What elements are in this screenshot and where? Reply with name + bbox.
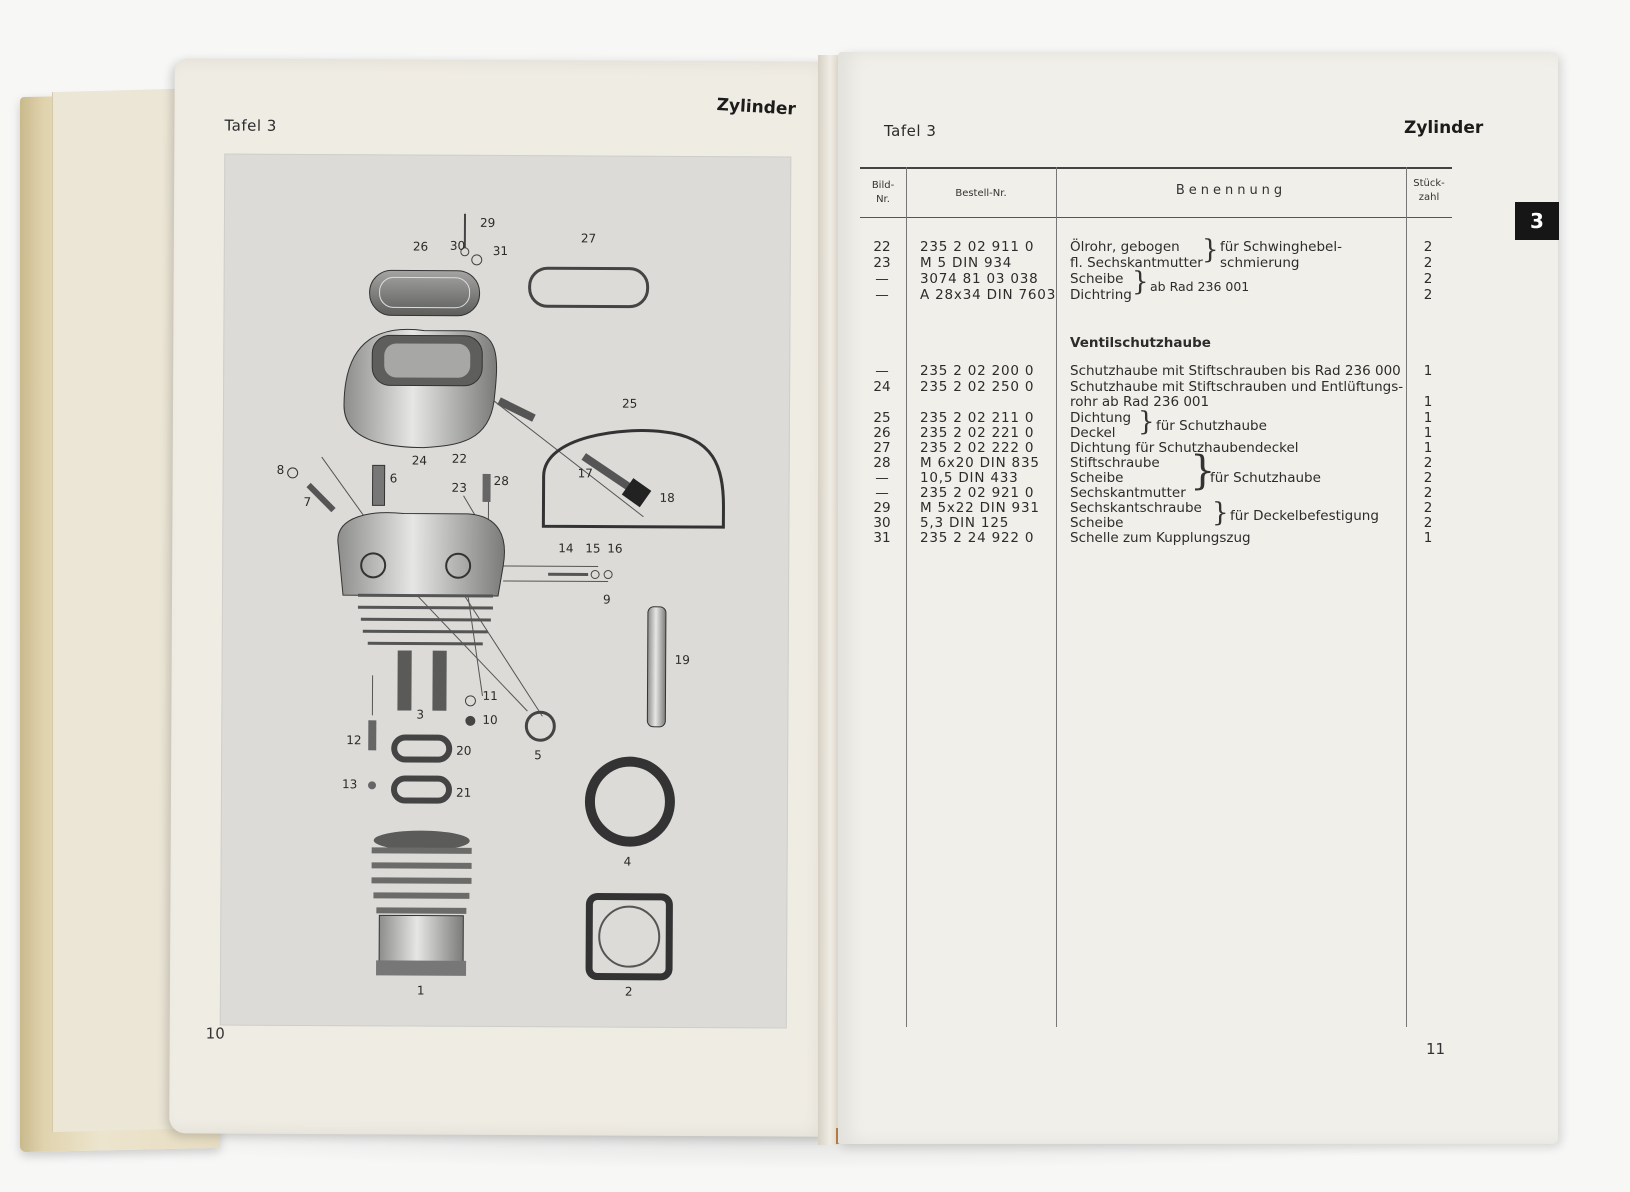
table-row-name: Sechskantschraube [1070,500,1202,516]
table-row-qty: 1 [1423,425,1433,441]
group-brace: } [1138,407,1155,437]
table-row-qty: 2 [1423,239,1433,255]
table-row-order: 235 2 02 200 0 [920,363,1035,379]
callout-20: 20 [456,743,472,758]
table-row-name: Stiftschraube [1070,455,1160,471]
table-row-nr: 24 [873,379,891,395]
column-divider [906,167,907,1027]
table-row-qty: 2 [1423,287,1433,303]
callout-5: 5 [534,748,542,763]
table-row-order: 235 2 02 921 0 [920,485,1035,501]
table-row-order: 235 2 02 911 0 [920,239,1035,255]
callout-17: 17 [577,466,593,481]
table-row-name: Ölrohr, gebogen [1070,239,1180,255]
callout-27: 27 [580,231,597,246]
callout-6: 6 [389,471,398,486]
header-stueckzahl: Stück- zahl [1413,178,1445,203]
table-row-order: M 5x22 DIN 931 [920,500,1040,516]
table-row-qty: 2 [1423,271,1433,287]
callout-9: 9 [602,592,611,607]
table-row-order: A 28x34 DIN 7603 [920,287,1057,303]
table-row-name: Sechskantmutter [1070,485,1186,501]
group-note: schmierung [1220,255,1300,271]
callout-23: 23 [451,480,467,495]
group-note: ab Rad 236 001 [1150,279,1250,294]
table-row-nr: 27 [873,440,891,456]
header-bild-nr: Bild- Nr. [871,180,895,205]
callout-12: 12 [346,733,362,748]
table-row-order: 235 2 02 250 0 [920,379,1035,395]
table-row-nr: 23 [873,255,891,271]
callout-3: 3 [416,707,425,722]
table-row-order: 10,5 DIN 433 [920,470,1019,486]
table-row-nr: 29 [873,500,891,516]
callout-15: 15 [585,541,601,556]
page-number: 11 [1426,1040,1446,1058]
table-row-qty: 2 [1423,515,1433,531]
table-row-name: Scheibe [1070,515,1124,531]
table-row-nr: — [875,287,889,303]
callout-14: 14 [558,541,574,556]
group-brace: } [1132,267,1149,297]
header-benennung: Benennung [1175,183,1287,198]
group-note: für Schutzhaube [1210,470,1321,486]
table-row-nr: — [875,485,889,501]
table-row-qty: 1 [1423,363,1433,379]
table-row-qty: 1 [1423,394,1433,410]
callout-30: 30 [449,238,466,253]
table-row-nr: 31 [873,530,891,546]
right-page [838,52,1558,1144]
table-row-order: 5,3 DIN 125 [920,515,1010,531]
page-label: Tafel 3 [224,116,277,135]
callout-21: 21 [455,785,472,800]
callout-26: 26 [412,239,429,254]
table-row-nr: 26 [873,425,891,441]
table-row-qty: 2 [1423,255,1433,271]
callout-8: 8 [276,462,285,477]
table-row-nr: 25 [873,410,891,426]
callout-10: 10 [482,712,498,727]
header-bestell-nr: Bestell-Nr. [955,188,1007,199]
parts-table [860,167,1452,1067]
callout-22: 22 [451,451,468,466]
table-row-order: 235 2 02 211 0 [920,410,1035,426]
callout-13: 13 [341,777,358,792]
table-row-name: Deckel [1070,425,1116,441]
callout-19: 19 [674,652,690,667]
table-row-order: 235 2 02 221 0 [920,425,1035,441]
page-number: 10 [205,1024,225,1043]
callout-24: 24 [411,453,428,468]
table-row-name: Dichtung für Schutzhaubendeckel [1070,440,1299,456]
page-label: Tafel 3 [884,122,937,140]
table-row-order: 235 2 02 222 0 [920,440,1035,456]
table-row-order: 3074 81 03 038 [920,271,1039,287]
table-row-order: 235 2 24 922 0 [920,530,1035,546]
table-row-qty: 2 [1423,455,1433,471]
callout-11: 11 [482,688,498,703]
table-row-qty: 1 [1423,440,1433,456]
table-row-name: Dichtung [1070,410,1132,426]
cylinder-exploded-drawing [221,155,791,1028]
callout-2: 2 [624,984,633,999]
table-row-name: Dichtring [1070,287,1132,303]
table-row-name: fl. Sechskantmutter [1070,255,1203,271]
callout-18: 18 [659,490,675,505]
group-note: für Schutzhaube [1156,418,1267,434]
callout-28: 28 [493,473,509,489]
table-row-order: M 5 DIN 934 [920,255,1013,271]
table-row-nr: — [875,271,889,287]
table-row-name: Schutzhaube mit Stiftschrauben und Entlüftungs- [1070,379,1404,395]
table-row-nr: 30 [873,515,891,531]
table-row-qty: 1 [1423,530,1433,546]
table-row-nr: — [875,363,889,379]
group-note: für Deckelbefestigung [1230,508,1379,524]
callout-16: 16 [607,541,623,556]
callout-29: 29 [479,215,496,230]
table-header-rule [860,217,1452,218]
group-note: für Schwinghebel- [1220,239,1342,255]
group-brace: } [1190,448,1216,494]
table-row-name: Scheibe [1070,470,1124,486]
callout-1: 1 [416,983,425,998]
callout-25: 25 [621,396,638,411]
table-row-name: Scheibe [1070,271,1124,287]
group-brace: } [1202,235,1219,265]
table-row-qty: 2 [1423,500,1433,516]
table-row-name: Schutzhaube mit Stiftschrauben bis Rad 236 000 [1070,363,1401,379]
table-row-name: rohr ab Rad 236 001 [1070,394,1210,410]
table-top-rule [860,167,1452,169]
column-divider [1056,167,1057,1027]
chapter-tab-marker: 3 [1515,202,1559,240]
exploded-view-figure [220,154,792,1029]
column-divider [1406,167,1407,1027]
table-row-qty: 2 [1423,485,1433,501]
table-row-nr: — [875,470,889,486]
table-row-qty: 2 [1423,470,1433,486]
page-title: Zylinder [1404,118,1484,138]
group-brace: } [1212,498,1229,528]
table-row-order: M 6x20 DIN 835 [920,455,1040,471]
book-spine [818,55,838,1145]
table-row-nr: 22 [873,239,891,255]
table-row-name: Schelle zum Kupplungszug [1070,530,1251,546]
callout-7: 7 [303,494,312,509]
left-page [169,58,835,1136]
callout-31: 31 [492,243,509,259]
table-row-qty: 1 [1423,410,1433,426]
section-heading: Ventilschutzhaube [1070,335,1211,351]
callout-4: 4 [623,854,632,869]
page-title: Zylinder [716,95,797,120]
table-row-nr: 28 [873,455,891,471]
